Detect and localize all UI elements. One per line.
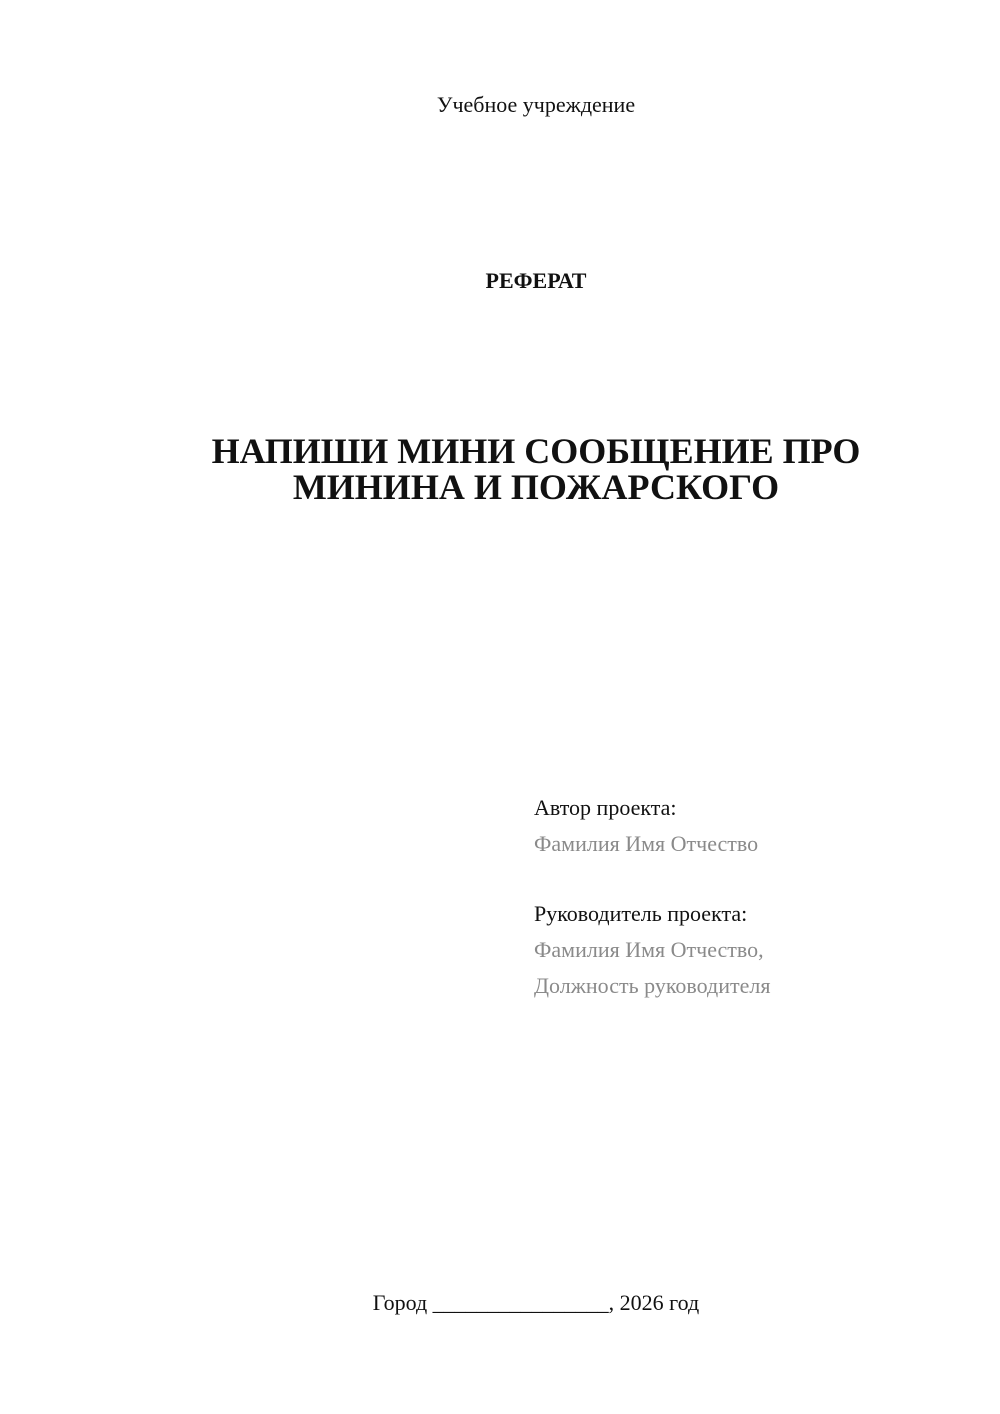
- supervisor-label: Руководитель проекта:: [534, 901, 748, 926]
- title-line-2: МИНИНА И ПОЖАРСКОГО: [292, 467, 780, 507]
- author-name-placeholder: Фамилия Имя Отчество: [534, 831, 759, 856]
- supervisor-position-placeholder: Должность руководителя: [534, 973, 771, 998]
- title-line-1: НАПИШИ МИНИ СООБЩЕНИЕ ПРО: [211, 431, 861, 471]
- author-label: Автор проекта:: [534, 795, 677, 820]
- supervisor-name-placeholder: Фамилия Имя Отчество,: [534, 937, 764, 962]
- city-year-line: Город ________________, 2026 год: [372, 1290, 700, 1315]
- credits-block: [534, 790, 974, 1004]
- credits-spacer: [534, 862, 974, 896]
- document-title: [150, 433, 922, 505]
- document-type: РЕФЕРАТ: [485, 268, 587, 293]
- institution-name: Учебное учреждение: [436, 92, 636, 117]
